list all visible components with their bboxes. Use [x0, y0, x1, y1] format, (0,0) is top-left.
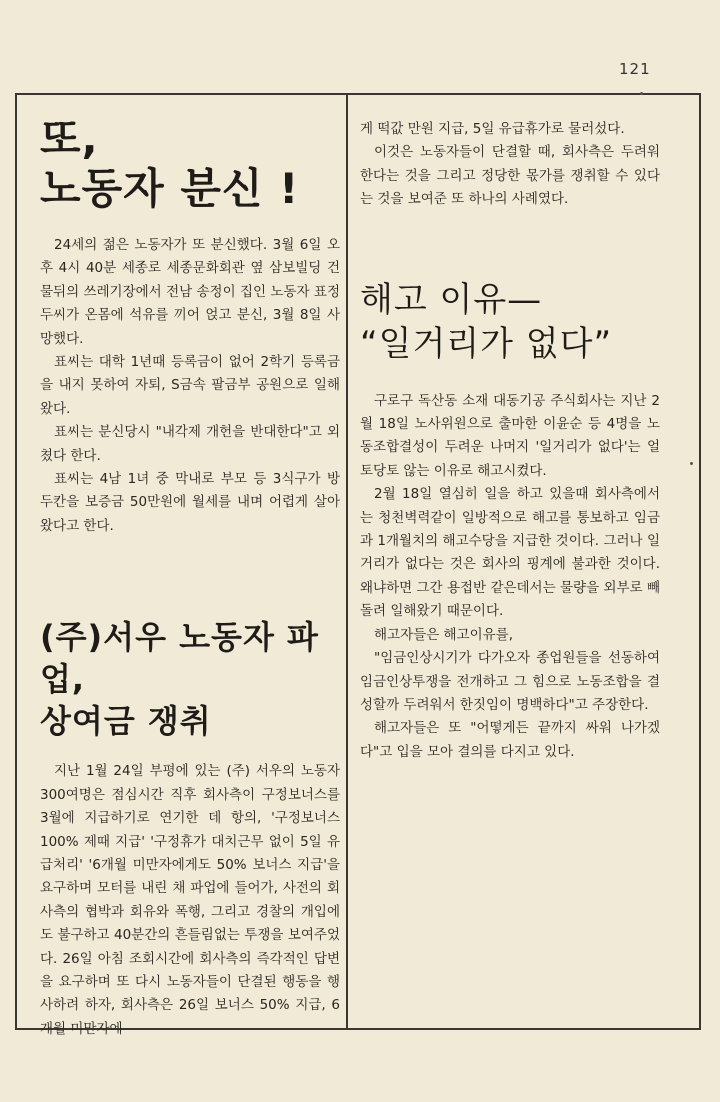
paragraph: "임금인상시기가 다가오자 종업원들을 선동하여 임금인상투쟁을 전개하고 그 힘으로 노동조합을 결성할까 두려워서 한짓임이 명백하다"고 주장한다. [360, 650, 660, 713]
paragraph: 24세의 젊은 노동자가 또 분신했다. 3월 6일 오후 4시 40분 세종로 세종문화회관 옆 삼보빌딩 건물뒤의 쓰레기장에서 전남 송정이 집인 노동자 표정두씨가 온몸에 석유를 끼어 얹고 분신, 3월 8일 사망했다. [40, 237, 340, 347]
paragraph: 해고자들은 또 "어떻게든 끝까지 싸워 나가겠다"고 입을 모아 결의를 다지고 있다. [360, 720, 660, 760]
headline-line: 노동자 분신 ! [40, 164, 300, 213]
headline-seowoo-strike [40, 616, 340, 742]
headline-line: 또, [40, 114, 99, 163]
headline-line: (주)서우 노동자 파업, [40, 618, 319, 699]
paragraph: 구로구 독산동 소재 대동기공 주식회사는 지난 2월 18일 노사위원으로 출마한 이윤순 등 4명을 노동조합결성이 두려운 나머지 '일거리가 없다'는 얼토당토 않는 이유로 해고시켰다. [360, 392, 660, 479]
paragraph: 해고자들은 해고이유를, [374, 626, 513, 643]
page-number: 121 [619, 60, 651, 78]
paragraph: 이것은 노동자들이 단결할 때, 회사측은 두려워한다는 것을 그리고 정당한 몫가를 쟁취할 수 있다는 것을 보여준 또 하나의 사례였다. [360, 144, 660, 208]
article-seowoo-strike-continued [360, 118, 660, 212]
headline-dismissal-reason [360, 278, 660, 366]
paragraph: 2월 18일 열심히 일을 하고 있을때 회사측에서는 청천벽력같이 일방적으로 해고를 통보하고 임금과 1개월치의 해고수당을 지급한 것이다. 그러나 일거리가 없다는 것은 회사의 핑계에 불과한 것이다. 왜냐하면 그간 용접반 같은데서는 물량을 외부로 빼돌려 일해왔기 때문이다. [360, 486, 660, 620]
paper-speck [690, 462, 693, 465]
paragraph: 표씨는 분신당시 "내각제 개헌을 반대한다"고 외쳤다 한다. [40, 424, 340, 464]
paragraph: 게 떡값 만원 지급, 5일 유급휴가로 물러섰다. [360, 121, 625, 137]
headline-line: “일거리가 없다” [360, 323, 613, 364]
paper-speck [640, 92, 643, 95]
headline-line: 상여금 쟁취 [40, 702, 212, 741]
paragraph: 표씨는 대학 1년때 등록금이 없어 2학기 등록금을 내지 못하여 자퇴, S금속 팔금부 공원으로 일해왔다. [40, 354, 340, 417]
article-self-immolation [40, 234, 340, 538]
article-dismissal [360, 390, 660, 765]
headline-line: 해고 이유— [360, 279, 543, 320]
right-column [360, 118, 660, 764]
paragraph: 표씨는 4남 1녀 중 막내로 부모 등 3식구가 방 두칸을 보증금 50만원에 월세를 내며 어렵게 살아왔다고 한다. [40, 471, 340, 534]
article-seowoo-strike [40, 760, 340, 1041]
headline-worker-self-immolation [40, 114, 340, 214]
column-divider [346, 93, 348, 1030]
paragraph: 지난 1월 24일 부평에 있는 (주) 서우의 노동자 300여명은 점심시간 직후 회사측이 구정보너스를 3월에 지급하기로 연기한 데 항의, '구정보너스 100% 제때 지급' '구정휴가 대치근무 없이 5일 유급처리' '6개월 미만자에게도 50% 보너스 지급'을 요구하며 모터를 내린 채 파업에 들어가, 사전의 회사측의 협박과 회유와 폭행, 그리고 경찰의 개입에도 불구하고 40분간의 흔들림없는 투쟁을 보여주었다. 26일 아침 조회시간에 회사측의 즉각적인 답변을 요구하며 또 다시 노동자들이 단결된 행동을 행사하려 하자, 회사측은 26일 보너스 50% 지급, 6개월 미만자에 [40, 763, 340, 1037]
left-column [40, 100, 340, 1041]
